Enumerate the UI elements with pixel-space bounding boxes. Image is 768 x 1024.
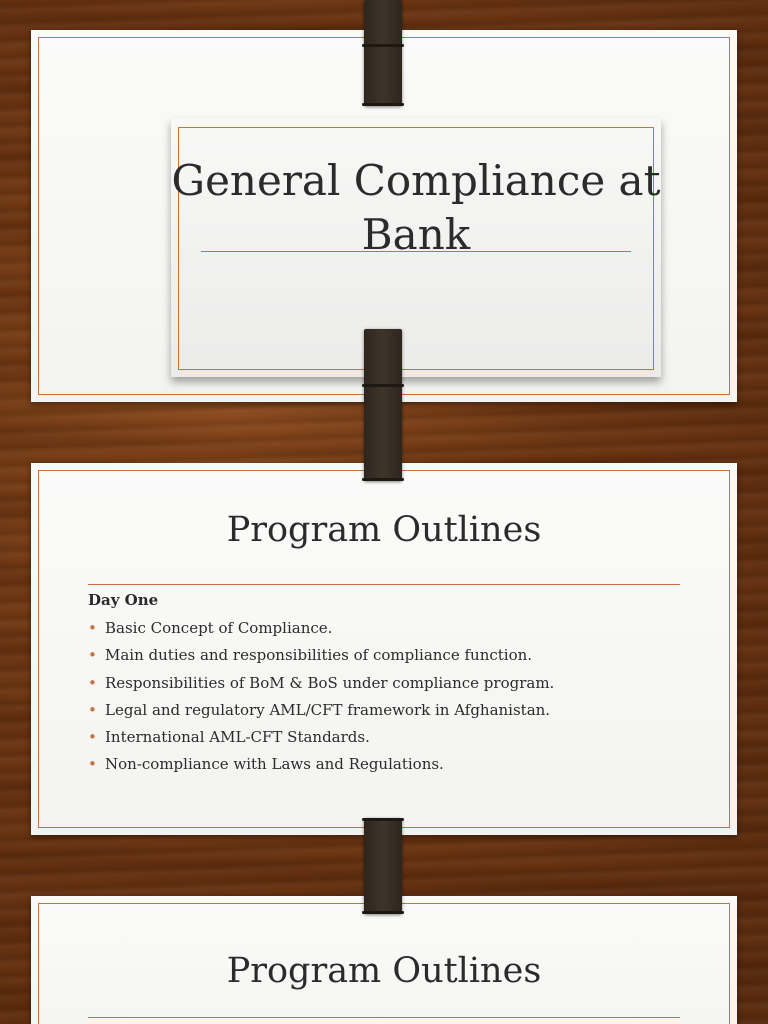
bullet-text: Non-compliance with Laws and Regulations. — [105, 755, 444, 774]
bullet-icon: • — [88, 700, 97, 719]
bullet-item — [88, 670, 554, 697]
bullet-item — [88, 724, 554, 751]
clip-strap-middle — [364, 329, 402, 481]
bullet-icon: • — [88, 755, 97, 774]
title-card — [171, 118, 661, 377]
bullet-text: International AML-CFT Standards. — [105, 728, 370, 747]
bullet-icon: • — [88, 673, 97, 692]
day-heading: Day One — [88, 591, 159, 609]
bullet-text: Basic Concept of Compliance. — [105, 619, 333, 637]
title-divider — [88, 584, 680, 585]
bullet-text: Main duties and responsibilities of compliance function. — [105, 646, 533, 665]
title-underline — [201, 251, 631, 252]
bullet-item — [88, 642, 554, 669]
bullet-icon: • — [88, 619, 97, 637]
bullet-text: Responsibilities of BoM & BoS under compliance program. — [105, 673, 555, 692]
presentation-title: General Compliance at Bank — [171, 156, 661, 259]
program-outlines-slide[interactable] — [31, 463, 737, 835]
slide-title: Program Outlines — [226, 510, 542, 550]
title-divider — [88, 1017, 680, 1018]
bullet-item — [88, 615, 554, 642]
clip-strap-bottom — [364, 818, 402, 914]
clip-strap-top — [364, 0, 402, 106]
bullet-icon: • — [88, 728, 97, 747]
bullet-item — [88, 697, 554, 724]
bullet-item — [88, 751, 554, 778]
slide-title: Program Outlines — [226, 951, 542, 991]
bullet-icon: • — [88, 646, 97, 665]
bullet-text: Legal and regulatory AML/CFT framework in Afghanistan. — [105, 700, 551, 719]
bullet-list — [88, 615, 554, 779]
program-outlines-slide-2[interactable] — [31, 896, 737, 1024]
